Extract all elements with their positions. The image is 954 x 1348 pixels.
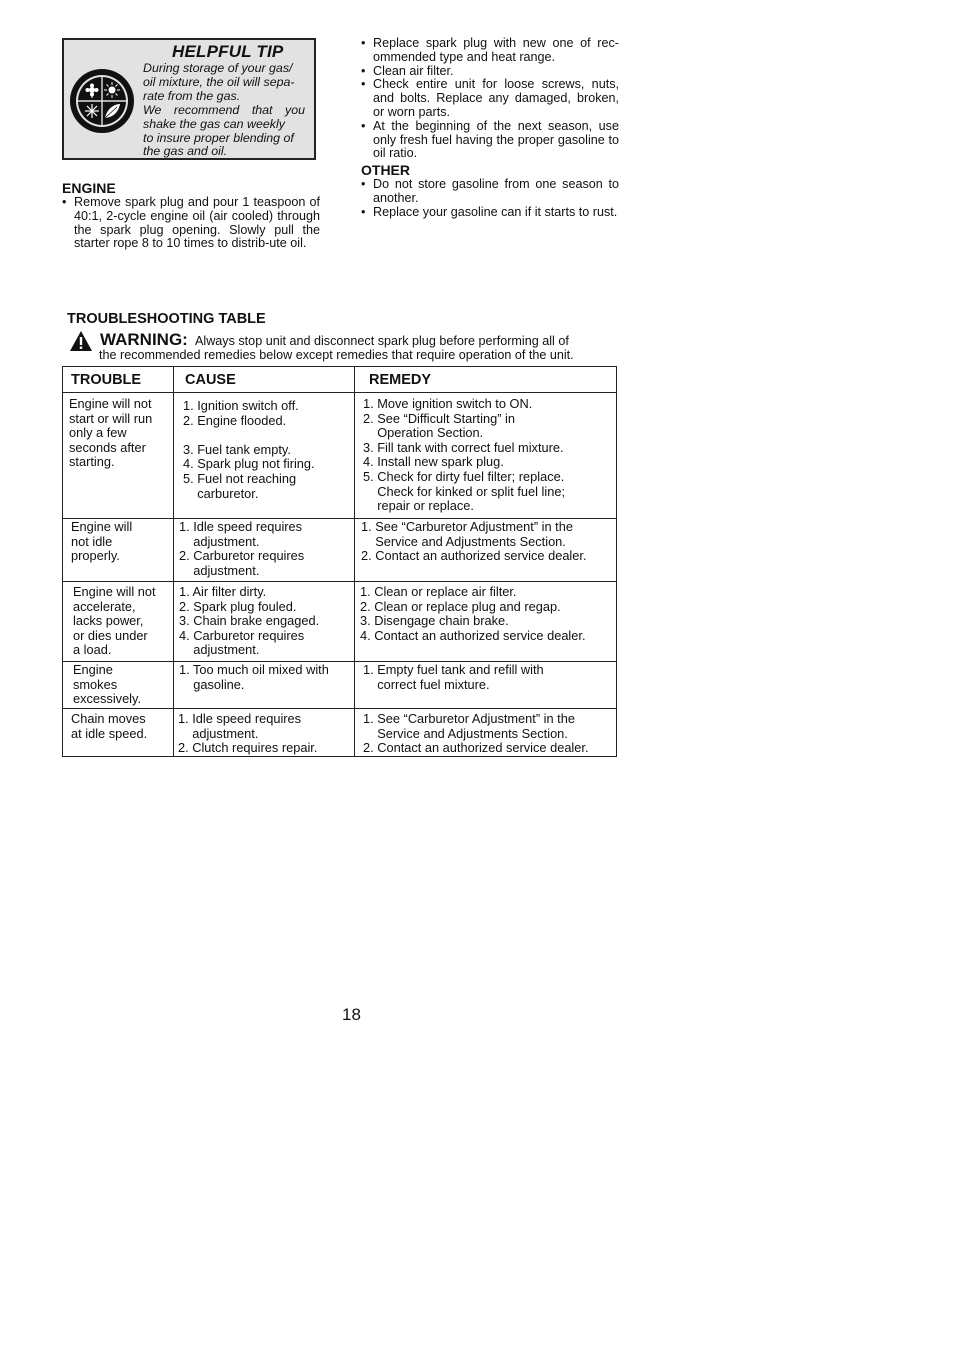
table-cell-line: Chain moves [71,711,146,726]
table-cell-line: properly. [71,548,120,564]
helpful-tip-title: HELPFUL TIP [172,42,284,61]
page-number: 18 [342,1005,361,1024]
table-cell-line: 3. Fill tank with correct fuel mixture. [363,439,564,455]
table-cell-cause [179,520,304,578]
table-cell-line: Engine [73,662,113,677]
table-cell-line: repair or replace. [363,498,474,514]
table-cell-line: Service and Adjustments Section. [361,533,566,549]
table-cell-line: excessively. [73,691,142,707]
table-cell-line: 1. Ignition switch off. [183,398,299,413]
list-item: • Do not store gasoline from one season to another. [361,178,619,206]
engine-list [62,196,320,251]
table-cell-line: 1. See “Carburetor Adjustment” in the [363,711,575,726]
helpful-tip-box [62,38,316,160]
table-cell-trouble [73,585,156,658]
table-cell-line: only a few [69,425,127,441]
table-cell-line: Engine will [71,519,133,534]
table-cell-cause [179,663,329,692]
table-cell-line: 5. Fuel not reaching [183,470,297,486]
helpful-tip-text [143,62,305,159]
table-cell-line: 2. Contact an authorized service dealer. [361,548,587,564]
table-cell-trouble [73,663,141,707]
table-cell-line: adjustment. [179,642,260,658]
tip-line: shake the gas can weekly [143,116,285,131]
header-trouble: TROUBLE [71,372,142,388]
troubleshooting-table [62,366,617,757]
table-cell-line: adjustment. [179,562,260,578]
table-cell-line: not idle [71,533,113,549]
table-cell-trouble [71,712,147,741]
table-cell-line: seconds after [69,439,146,455]
table-cell-cause [178,712,317,756]
list-item: • Remove spark plug and pour 1 teaspoon of 40:1, 2-cycle engine oil (air cooled) through the spark plug opening. Slowly pull the starter rope 8 to 10 times to distrib-ute oil. [62,196,320,251]
table-cell-cause [179,585,319,658]
tip-line: rate from the gas. [143,88,241,103]
table-cell-line: adjustment. [178,725,259,741]
list-item: • Replace your gasoline can if it starts to rust. [361,206,619,220]
warning-triangle-icon [69,330,93,352]
table-cell-line: 2. Clean or replace plug and regap. [360,598,561,614]
seasons-circle-icon [69,68,135,134]
table-cell-line: 1. See “Carburetor Adjustment” in the [361,519,573,534]
table-cell-line: 1. Idle speed requires [179,519,303,534]
table-cell-line: smokes [73,676,118,692]
table-cell-line: Check for kinked or split fuel line; [363,483,565,499]
table-cell-trouble [69,397,152,470]
table-cell-line: 5. Check for dirty fuel filter; replace. [363,468,565,484]
table-cell-line: start or will run [69,410,153,426]
table-cell-line: gasoline. [179,676,245,692]
table-cell-line: correct fuel mixture. [363,676,490,692]
table-cell-line: 2. See “Difficult Starting” in [363,410,515,426]
list-item: • Clean air filter. [361,65,619,79]
tip-line: We recommend that you [143,102,305,117]
troubleshooting-heading: TROUBLESHOOTING TABLE [67,311,266,327]
table-cell-cause [183,399,315,501]
list-item: • At the beginning of the next season, use only fresh fuel having the proper gasoline to oil ratio. [361,120,619,161]
table-cell-line: 4. Spark plug not firing. [183,456,315,472]
warning-text-line-2: the recommended remedies below except remedies that require operation of the unit. [99,348,574,362]
table-cell-line: 2. Clutch requires repair. [178,740,318,756]
table-cell-line: accelerate, [73,598,136,614]
table-cell-line: Operation Section. [363,425,484,441]
table-cell-trouble [71,520,132,564]
table-cell-line: Engine will not [69,396,152,411]
engine-heading: ENGINE [62,180,116,196]
header-remedy: REMEDY [369,372,432,388]
list-item: • Check entire unit for loose screws, nuts, and bolts. Replace any damaged, broken, or worn parts. [361,78,619,119]
table-cell-line: 1. Move ignition switch to ON. [363,396,533,411]
table-cell-line: adjustment. [179,533,260,549]
table-cell-remedy [363,663,544,692]
table-cell-line: 1. Clean or replace air filter. [360,584,517,599]
table-cell-line [183,428,315,443]
tip-line: During storage of your gas/ [143,61,293,75]
tip-line: the gas and oil. [143,144,228,159]
table-cell-line: a load. [73,642,112,658]
table-cell-line: 1. Too much oil mixed with [179,662,329,677]
table-cell-line: 4. Install new spark plug. [363,454,504,470]
table-cell-line: 3. Disengage chain brake. [360,613,509,629]
other-list [361,178,619,219]
tip-line: to insure proper blending of [143,130,294,145]
table-cell-line: 4. Carburetor requires [179,627,305,643]
warning-label: WARNING: [100,330,188,349]
other-heading: OTHER [361,162,410,178]
list-item: • Replace spark plug with new one of rec-ommended type and heat range. [361,37,619,65]
table-cell-line: 2. Contact an authorized service dealer. [363,740,589,756]
table-cell-remedy [361,520,587,564]
table-cell-remedy [363,712,589,756]
table-cell-line: carburetor. [183,485,259,501]
table-cell-line: 1. Air filter dirty. [179,584,267,599]
table-cell-line: Service and Adjustments Section. [363,725,568,741]
table-cell-line: 3. Chain brake engaged. [179,613,320,629]
table-cell-line: at idle speed. [71,725,148,741]
table-cell-remedy [360,585,586,643]
table-cell-line: 1. Idle speed requires [178,711,302,726]
table-cell-line: lacks power, [73,613,144,629]
table-cell-line: 3. Fuel tank empty. [183,441,291,457]
table-cell-line: starting. [69,454,115,470]
table-cell-line: 2. Engine flooded. [183,412,287,428]
header-cause: CAUSE [185,372,236,388]
tip-line: oil mixture, the oil will sepa- [143,74,295,89]
table-cell-line: 2. Spark plug fouled. [179,598,297,614]
table-cell-remedy [363,397,565,514]
warning-text-line-1: Always stop unit and disconnect spark plug before performing all of [195,334,569,348]
table-cell-line: Engine will not [73,584,156,599]
table-cell-line: 1. Empty fuel tank and refill with [363,662,544,677]
table-cell-line: 2. Carburetor requires [179,548,305,564]
maintenance-list [361,37,619,161]
table-cell-line: or dies under [73,627,148,643]
table-cell-line: 4. Contact an authorized service dealer. [360,627,586,643]
